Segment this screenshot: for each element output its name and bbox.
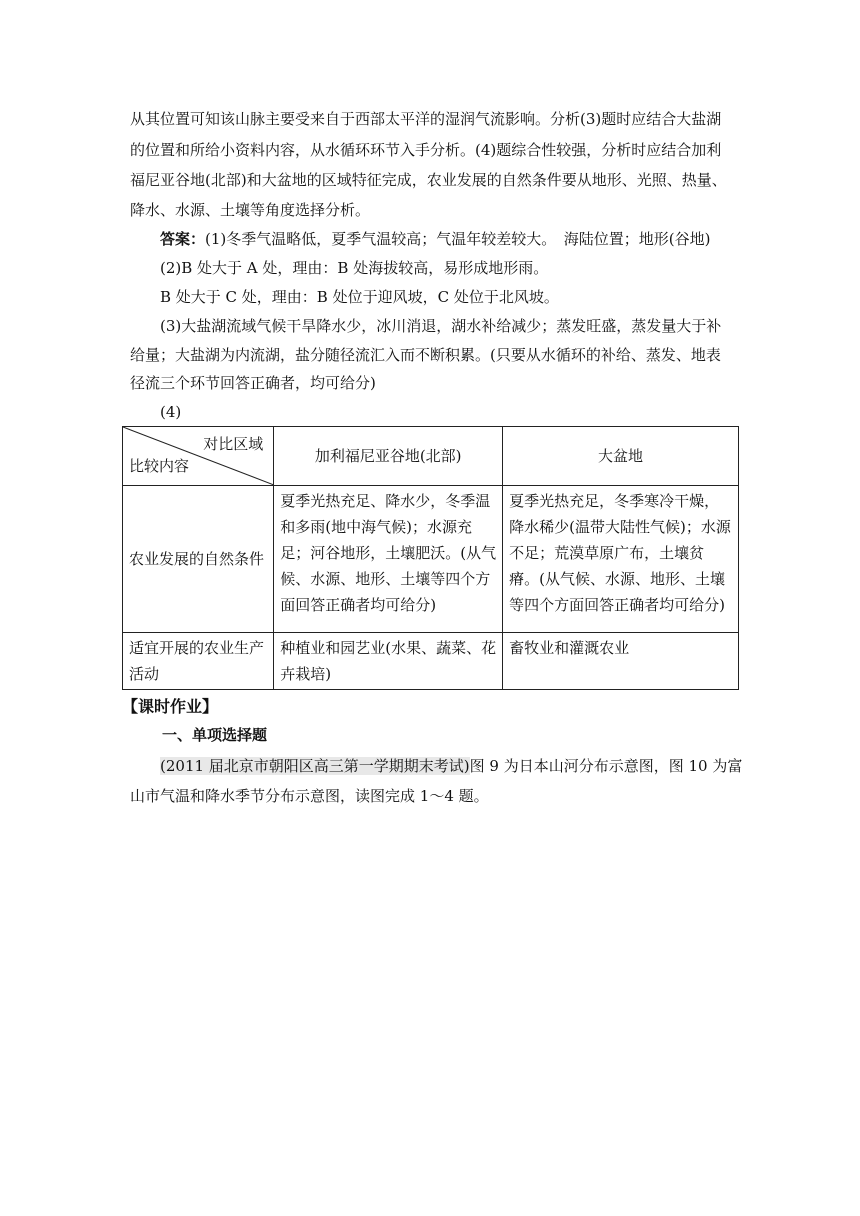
corner-top-label: 对比区域: [203, 435, 264, 453]
question-text-1: 图 9 为日本山河分布示意图，图 10 为富: [469, 757, 743, 775]
table-row: [123, 486, 739, 633]
cell-california-agriculture: 种植业和园艺业(水果、蔬菜、花卉栽培): [274, 633, 503, 690]
row-label-agriculture: 适宜开展的农业生产活动: [123, 633, 274, 690]
answer-label: 答案：: [160, 230, 206, 248]
answer-3-line-3: 径流三个环节回答正确者，均可给分): [130, 374, 376, 392]
cell-california-conditions: 夏季光热充足、降水少，冬季温和多雨(地中海气候)；水源充足；河谷地形，土壤肥沃。(从气候、水源、地形、土壤等四个方面回答正确者均可给分): [274, 486, 503, 633]
header-great-basin: 大盆地: [503, 427, 739, 486]
answer-line-1: [130, 227, 770, 252]
question-intro-line-1: [130, 754, 770, 779]
table-row: [123, 633, 739, 690]
answer-line-2b: B 处大于 C 处，理由：B 处位于迎风坡，C 处位于北风坡。: [160, 288, 559, 306]
table-corner-cell: [123, 427, 274, 486]
section-heading: 【课时作业】: [122, 697, 219, 716]
question-source: (2011 届北京市朝阳区高三第一学期期末考试): [160, 757, 470, 775]
analysis-line-1: 从其位置可知该山脉主要受来自于西部太平洋的湿润气流影响。分析(3)题时应结合大盐湖: [130, 110, 722, 128]
comparison-table: [122, 426, 739, 690]
header-california: 加利福尼亚谷地(北部): [274, 427, 503, 486]
answer-line-2a: (2)B 处大于 A 处，理由：B 处海拔较高，易形成地形雨。: [160, 259, 549, 277]
answer-1-text: (1)冬季气温略低，夏季气温较高；气温年较差较大。 海陆位置；地形(谷地): [205, 230, 711, 248]
analysis-line-2: 的位置和所给小资料内容，从水循环环节入手分析。(4)题综合性较强，分析时应结合加利: [130, 141, 722, 159]
cell-great-basin-conditions: 夏季光热充足，冬季寒冷干燥，降水稀少(温带大陆性气候)；水源不足；荒漠草原广布，土壤贫瘠。(从气候、水源、地形、土壤等四个方面回答正确者均可给分): [503, 486, 739, 633]
table-header-row: [123, 427, 739, 486]
corner-bottom-label: 比较内容: [129, 457, 190, 475]
answer-3-line-1: (3)大盐湖流域气候干旱降水少，冰川消退，湖水补给减少；蒸发旺盛，蒸发量大于补: [160, 317, 722, 335]
answer-3-line-2: 给量；大盐湖为内流湖，盐分随径流汇入而不断积累。(只要从水循环的补给、蒸发、地表: [130, 346, 721, 364]
analysis-line-4: 降水、水源、土壤等角度选择分析。: [130, 201, 371, 219]
answer-4-label: (4): [160, 403, 182, 421]
question-intro-line-2: 山市气温和降水季节分布示意图，读图完成 1～4 题。: [130, 787, 489, 805]
cell-great-basin-agriculture: 畜牧业和灌溉农业: [503, 633, 739, 690]
subsection-heading: 一、单项选择题: [162, 726, 268, 744]
analysis-line-3: 福尼亚谷地(北部)和大盆地的区域特征完成，农业发展的自然条件要从地形、光照、热量、: [130, 171, 727, 189]
row-label-natural-conditions: 农业发展的自然条件: [123, 486, 274, 633]
